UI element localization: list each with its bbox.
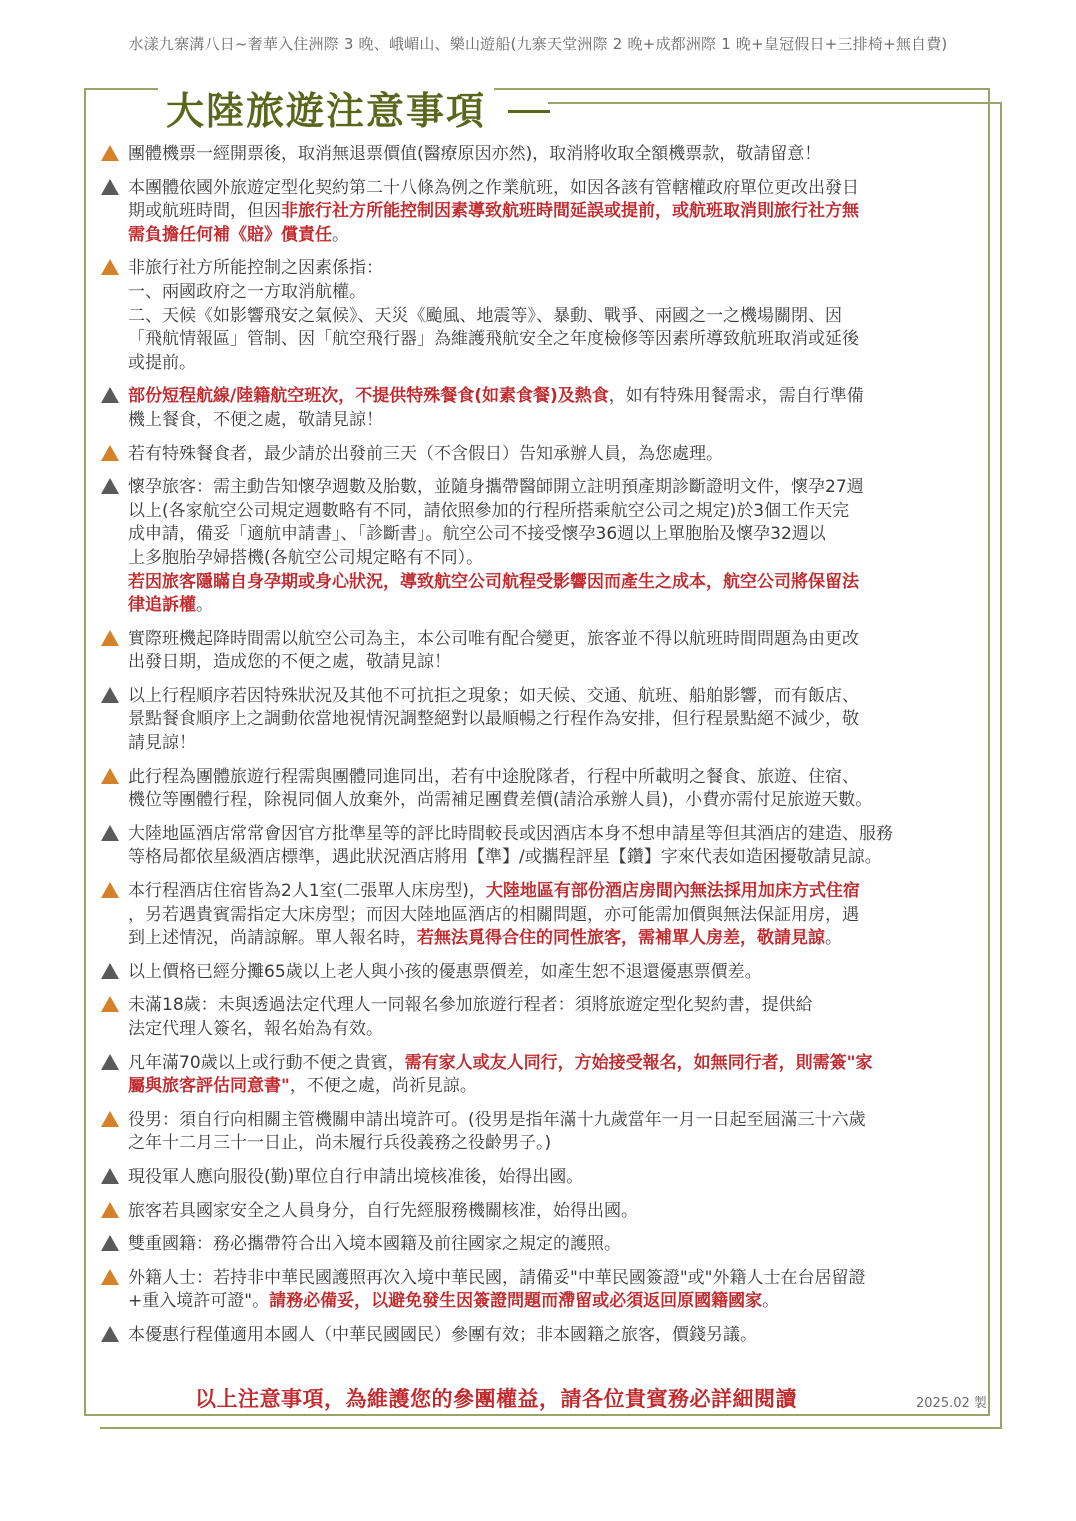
- warning-triangle-icon: [100, 962, 122, 984]
- date-stamp: 2025.02 製: [916, 1396, 987, 1411]
- notice-line: [128, 994, 980, 1018]
- body-text: +重入境許可證"。: [128, 1291, 270, 1312]
- notice-item: [100, 961, 980, 985]
- body-text: 本團體依國外旅遊定型化契約第二十八條為例之作業航班，如因各該有管轄權政府單位更改出發日: [128, 177, 859, 198]
- notice-line: [128, 789, 980, 813]
- notice-line: [128, 1290, 980, 1314]
- notice-text: [128, 628, 980, 675]
- notice-item: [100, 685, 980, 756]
- notice-line: [128, 257, 980, 281]
- notice-line: [128, 143, 980, 167]
- body-text: 外籍人士：若持非中華民國護照再次入境中華民國，請備妥"中華民國簽證"或"外籍人士在台居留證: [128, 1267, 866, 1288]
- body-text: 之年十二月三十一日止，尚未履行兵役義務之役齡男子。): [128, 1133, 552, 1154]
- notice-text: [128, 1166, 980, 1190]
- body-text: 機位等團體行程，除視同個人放棄外，尚需補足團費差價(請洽承辦人員)，小費亦需付足旅遊天數。: [128, 790, 873, 811]
- emphasis-text: 需有家人或友人同行，方始接受報名，如無同行者，則需簽"家: [404, 1052, 873, 1073]
- warning-triangle-icon: [100, 767, 122, 789]
- notice-line: [128, 571, 980, 595]
- footer-note: 以上注意事項，為維護您的參團權益，請各位貴賓務必詳細閱讀: [195, 1387, 797, 1411]
- warning-triangle-icon: [100, 629, 122, 651]
- notice-item: [100, 1109, 980, 1156]
- notice-item: [100, 257, 980, 375]
- notice-line: [128, 1166, 980, 1190]
- body-text: 此行程為團體旅遊行程需與團體同進同出，若有中途脫隊者，行程中所載明之餐食、旅遊、住宿、: [128, 766, 859, 787]
- notice-line: [128, 846, 980, 870]
- notice-line: [128, 594, 980, 618]
- body-text: 雙重國籍：務必攜帶符合出入境本國籍及前往國家之規定的護照。: [128, 1234, 621, 1255]
- body-text: 「飛航情報區」管制、因「航空飛行器」為維護飛航安全之年度檢修等因素所導致航班取消或延後: [128, 329, 859, 350]
- body-text: 景點餐食順序上之調動依當地視情況調整絕對以最順暢之行程作為安排，但行程景點絕不減少，敬: [128, 709, 859, 730]
- body-text: 以上價格已經分攤65歲以上老人與小孩的優惠票價差，如產生恕不退還優惠票價差。: [128, 961, 762, 982]
- emphasis-text: 若無法覓得合住的同性旅客，需補單人房差，敬請見諒: [417, 928, 825, 949]
- warning-triangle-icon: [100, 824, 122, 846]
- notice-line: [128, 1132, 980, 1156]
- body-text: 到上述情況，尚請諒解。單人報名時，: [128, 928, 417, 949]
- page-title: 大陸旅遊注意事項: [158, 86, 494, 136]
- body-text: 。: [332, 224, 349, 245]
- warning-triangle-icon: [100, 444, 122, 466]
- body-text: 團體機票一經開票後，取消無退票價值(醫療原因亦然)，取消將收取全額機票款，敬請留意！: [128, 144, 822, 164]
- body-text: ，如有特殊用餐需求，需自行準備: [608, 386, 864, 407]
- notice-line: [128, 177, 980, 201]
- body-text: 大陸地區酒店常常會因官方批準星等的評比時間較長或因酒店本身不想申請星等但其酒店的建造、服務: [128, 823, 893, 844]
- notice-line: [128, 352, 980, 376]
- notice-line: [128, 281, 980, 305]
- body-text: ，另若遇貴賓需指定大床房型；而因大陸地區酒店的相關問題，亦可能需加價與無法保証用房，遇: [128, 904, 859, 925]
- body-text: 。: [196, 595, 213, 616]
- notice-text: [128, 685, 980, 756]
- notice-text: [128, 766, 980, 813]
- notice-text: [128, 1200, 980, 1224]
- notice-line: [128, 500, 980, 524]
- body-text: 現役軍人應向服役(勤)單位自行申請出境核准後，始得出國。: [128, 1166, 584, 1187]
- body-text: 期或航班時間，但因: [128, 201, 281, 222]
- notice-line: [128, 523, 980, 547]
- warning-triangle-icon: [100, 1167, 122, 1189]
- warning-triangle-icon: [100, 477, 122, 499]
- body-text: 請見諒！: [128, 733, 196, 754]
- page-header: 水漾九寨溝八日~奢華入住洲際 3 晚、峨嵋山、樂山遊船(九寨天堂洲際 2 晚+成都洲際 1 晚+皇冠假日+三排椅+無自費): [128, 35, 948, 53]
- notice-line: [128, 200, 980, 224]
- notice-line: [128, 1324, 980, 1348]
- body-text: 役男：須自行向相關主管機關申請出境許可。(役男是指年滿十九歲當年一月一日起至屆滿三十六歲: [128, 1109, 866, 1130]
- notice-item: [100, 628, 980, 675]
- notice-line: [128, 1075, 980, 1099]
- notice-text: [128, 443, 980, 467]
- notice-item: [100, 476, 980, 618]
- notice-text: [128, 1267, 980, 1314]
- emphasis-text: 大陸地區有部份酒店房間內無法採用加床方式住宿: [485, 881, 860, 902]
- body-text: 未滿18歲：未與透過法定代理人一同報名參加旅遊行程者：須將旅遊定型化契約書，提供給: [128, 995, 813, 1016]
- notice-line: [128, 476, 980, 500]
- body-text: 凡年滿70歲以上或行動不便之貴賓，: [128, 1052, 405, 1073]
- warning-triangle-icon: [100, 1110, 122, 1132]
- notice-text: [128, 1052, 980, 1099]
- notice-line: [128, 409, 980, 433]
- notice-item: [100, 1324, 980, 1348]
- warning-triangle-icon: [100, 1053, 122, 1075]
- notice-line: [128, 708, 980, 732]
- notice-line: [128, 1233, 980, 1257]
- body-text: 非旅行社方所能控制之因素係指：: [128, 258, 383, 279]
- body-text: 。: [762, 1291, 780, 1312]
- notice-line: [128, 880, 980, 904]
- emphasis-text: 請務必備妥，以避免發生因簽證問題而滯留或必須返回原國籍國家: [269, 1291, 763, 1312]
- notice-line: [128, 1200, 980, 1224]
- notice-line: [128, 904, 980, 928]
- notice-line: [128, 443, 980, 467]
- body-text: 等格局都依星級酒店標準，遇此狀況酒店將用【準】/或攜程評星【鑽】字來代表如造困擾敬請見諒。: [128, 847, 882, 868]
- body-text: 或提前。: [128, 352, 196, 373]
- notice-line: [128, 1018, 980, 1042]
- warning-triangle-icon: [100, 881, 122, 903]
- notice-item: [100, 994, 980, 1041]
- title-dash: [508, 110, 550, 113]
- notice-item: [100, 143, 980, 167]
- notice-line: [128, 328, 980, 352]
- body-text: 旅客若具國家安全之人員身分，自行先經服務機關核准，始得出國。: [128, 1200, 638, 1221]
- notice-text: [128, 823, 980, 870]
- notice-item: [100, 766, 980, 813]
- warning-triangle-icon: [100, 686, 122, 708]
- notice-text: [128, 880, 980, 951]
- body-text: 上多胞胎孕婦搭機(各航空公司規定略有不同）。: [128, 547, 484, 568]
- notice-list: [100, 143, 980, 1358]
- warning-triangle-icon: [100, 1268, 122, 1290]
- warning-triangle-icon: [100, 258, 122, 280]
- warning-triangle-icon: [100, 1234, 122, 1256]
- body-text: 出發日期，造成您的不便之處，敬請見諒！: [128, 652, 451, 673]
- notice-item: [100, 385, 980, 432]
- notice-line: [128, 961, 980, 985]
- body-text: 成申請，備妥「適航申請書」、「診斷書」。航空公司不接受懷孕36週以上單胞胎及懷孕32週以: [128, 524, 826, 545]
- notice-line: [128, 823, 980, 847]
- body-text: 本優惠行程僅適用本國人（中華民國國民）參團有效；非本國籍之旅客，價錢另議。: [128, 1324, 757, 1345]
- warning-triangle-icon: [100, 144, 122, 166]
- notice-text: [128, 1324, 980, 1348]
- notice-text: [128, 994, 980, 1041]
- notice-item: [100, 823, 980, 870]
- notice-item: [100, 1166, 980, 1190]
- notice-item: [100, 1200, 980, 1224]
- notice-line: [128, 927, 980, 951]
- body-text: 以上(各家航空公司規定週數略有不同，請依照參加的行程所搭乘航空公司之規定)於3個工作天完: [128, 500, 850, 521]
- notice-line: [128, 732, 980, 756]
- notice-line: [128, 224, 980, 248]
- body-text: 二、天候《如影響飛安之氣候》、天災《颱風、地震等》、暴動、戰爭、兩國之一之機場關閉、因: [128, 305, 842, 326]
- body-text: ，不便之處，尚祈見諒。: [289, 1076, 477, 1097]
- notice-item: [100, 443, 980, 467]
- body-text: 實際班機起降時間需以航空公司為主，本公司唯有配合變更，旅客並不得以航班時間問題為由更改: [128, 628, 859, 649]
- emphasis-text: 非旅行社方所能控制因素導致航班時間延誤或提前，或航班取消則旅行社方無: [281, 201, 859, 222]
- notice-line: [128, 1267, 980, 1291]
- notice-text: [128, 143, 980, 167]
- emphasis-text: 若因旅客隱瞞自身孕期或身心狀況，導致航空公司航程受影響因而產生之成本，航空公司將保留法: [128, 571, 859, 592]
- notice-line: [128, 1052, 980, 1076]
- notice-item: [100, 177, 980, 248]
- notice-item: [100, 1233, 980, 1257]
- notice-item: [100, 880, 980, 951]
- emphasis-text: 屬與旅客評估同意書": [128, 1076, 290, 1097]
- notice-text: [128, 257, 980, 375]
- notice-line: [128, 385, 980, 409]
- notice-line: [128, 1109, 980, 1133]
- notice-line: [128, 305, 980, 329]
- notice-line: [128, 685, 980, 709]
- emphasis-text: 律追訴權: [128, 595, 196, 616]
- body-text: 懷孕旅客：需主動告知懷孕週數及胎數，並隨身攜帶醫師開立註明預產期診斷證明文件，懷孕27週: [128, 477, 864, 498]
- warning-triangle-icon: [100, 178, 122, 200]
- body-text: 。: [825, 928, 842, 949]
- body-text: 本行程酒店住宿皆為2人1室(二張單人床房型)，: [128, 881, 486, 902]
- warning-triangle-icon: [100, 1325, 122, 1347]
- warning-triangle-icon: [100, 1201, 122, 1223]
- notice-text: [128, 177, 980, 248]
- notice-text: [128, 961, 980, 985]
- notice-item: [100, 1052, 980, 1099]
- body-text: 法定代理人簽名，報名始為有效。: [128, 1019, 383, 1039]
- emphasis-text: 需負擔任何補《賠》償責任: [128, 224, 332, 245]
- warning-triangle-icon: [100, 386, 122, 408]
- body-text: 一、兩國政府之一方取消航權。: [128, 281, 366, 302]
- notice-line: [128, 547, 980, 571]
- notice-line: [128, 766, 980, 790]
- notice-text: [128, 1109, 980, 1156]
- notice-line: [128, 651, 980, 675]
- notice-item: [100, 1267, 980, 1314]
- emphasis-text: 部份短程航線/陸籍航空班次，不提供特殊餐食(如素食餐)及熱食: [128, 386, 609, 407]
- notice-text: [128, 1233, 980, 1257]
- notice-text: [128, 476, 980, 618]
- body-text: 以上行程順序若因特殊狀況及其他不可抗拒之現象；如天候、交通、航班、船舶影響，而有飯店、: [128, 685, 859, 706]
- body-text: 機上餐食，不便之處，敬請見諒！: [128, 409, 383, 430]
- notice-line: [128, 628, 980, 652]
- body-text: 若有特殊餐食者，最少請於出發前三天（不含假日）告知承辦人員，為您處理。: [128, 443, 723, 464]
- notice-text: [128, 385, 980, 432]
- warning-triangle-icon: [100, 995, 122, 1017]
